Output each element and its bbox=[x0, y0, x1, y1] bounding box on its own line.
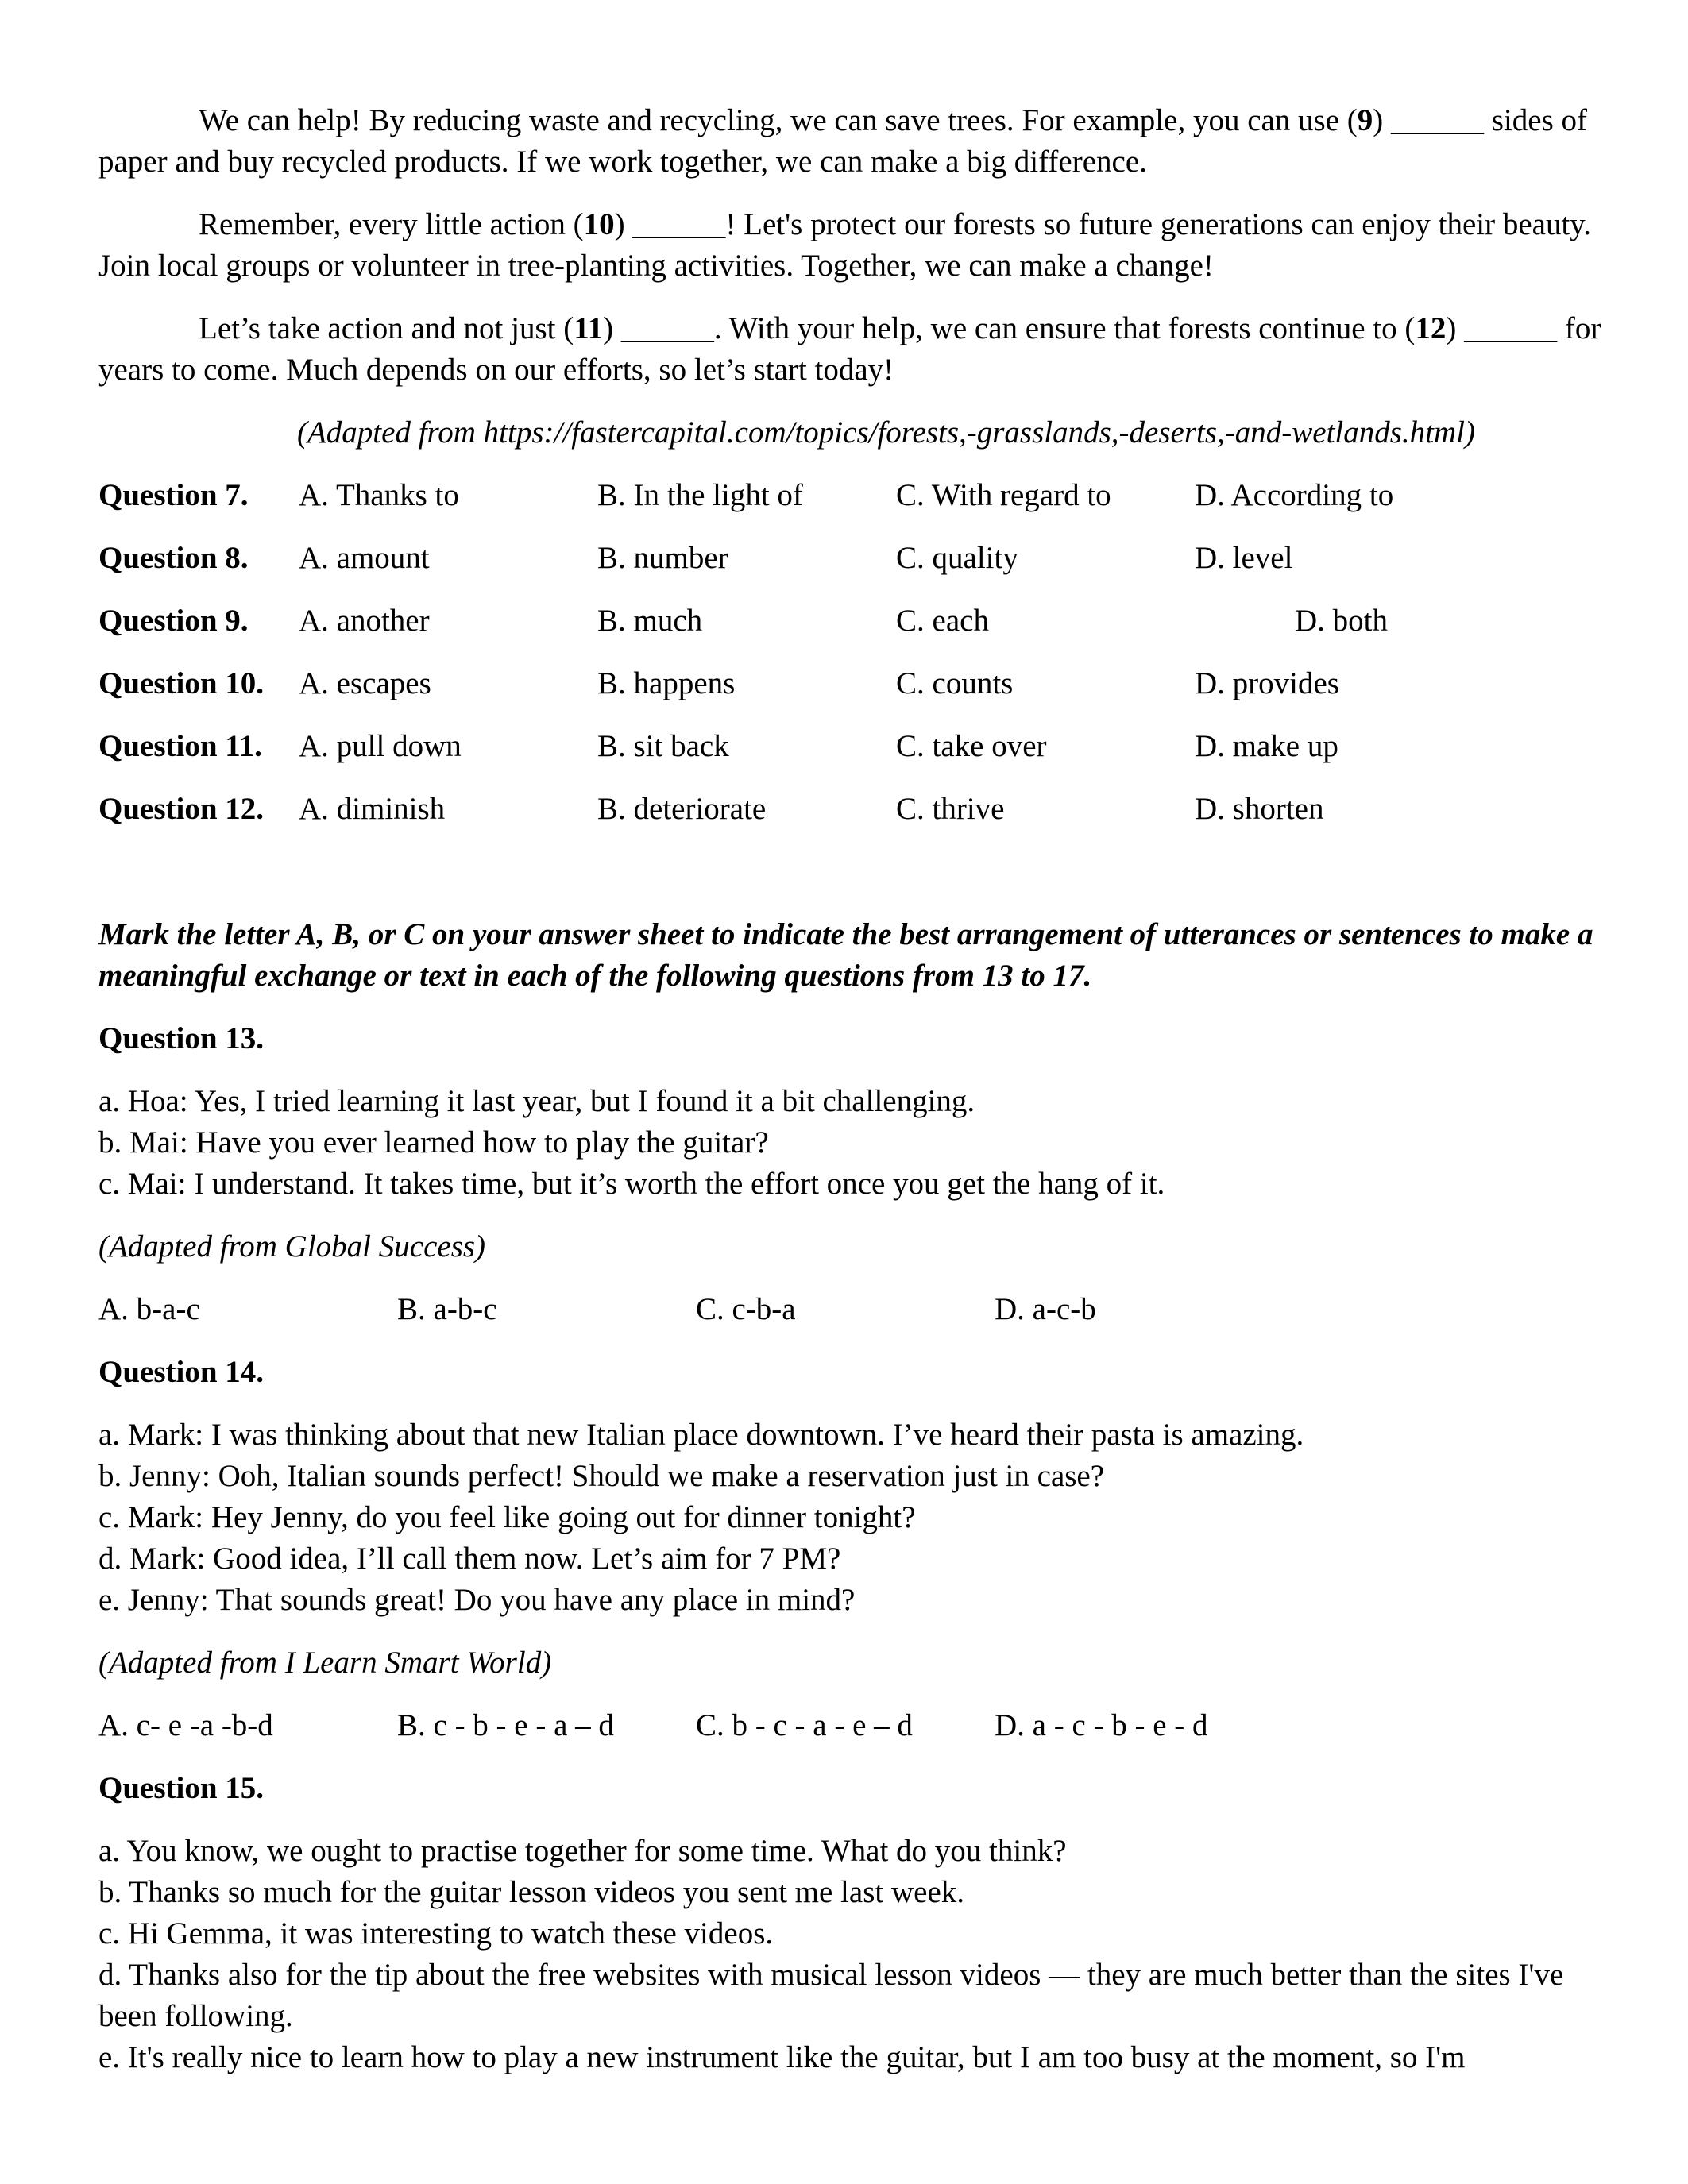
option-b[interactable]: B. much bbox=[597, 604, 703, 638]
utterance-line: c. Hi Gemma, it was interesting to watch these videos. bbox=[98, 1916, 774, 1951]
blank-number-11: 11 bbox=[574, 311, 604, 345]
passage-paragraph-3: Let’s take action and not just (11) ______. With your help, we can ensure that forests continue to (12) ______ for years to come. Much depends on our efforts, so let’s start today! bbox=[98, 311, 1601, 387]
question-label: Question 10. bbox=[98, 666, 265, 700]
question-14-heading: Question 14. bbox=[98, 1355, 265, 1389]
option-d[interactable]: D. make up bbox=[1195, 729, 1338, 763]
option-c[interactable]: C. counts bbox=[896, 666, 1014, 700]
utterance-line: e. Jenny: That sounds great! Do you have any place in mind? bbox=[98, 1583, 856, 1617]
option-c[interactable]: C. c-b-a bbox=[696, 1292, 796, 1326]
document-page bbox=[98, 100, 1608, 2100]
option-b[interactable]: B. In the light of bbox=[597, 478, 803, 512]
passage-paragraph-2: Remember, every little action (10) ______! Let's protect our forests so future generations can enjoy their beauty. Join local groups or volunteer in tree-planting activities. Together, we can make a change! bbox=[98, 207, 1592, 283]
option-d[interactable]: D. provides bbox=[1195, 666, 1339, 700]
utterance-line: a. Hoa: Yes, I tried learning it last year, but I found it a bit challenging. bbox=[98, 1084, 975, 1118]
utterance-line: b. Mai: Have you ever learned how to play the guitar? bbox=[98, 1125, 769, 1160]
option-c[interactable]: C. b - c - a - e – d bbox=[696, 1708, 913, 1742]
utterance-line: d. Mark: Good idea, I’ll call them now. Let’s aim for 7 PM? bbox=[98, 1542, 841, 1576]
question-15-heading: Question 15. bbox=[98, 1771, 265, 1805]
option-a[interactable]: A. escapes bbox=[299, 666, 431, 700]
question-label: Question 7. bbox=[98, 478, 249, 512]
option-d[interactable]: D. shorten bbox=[1195, 792, 1324, 826]
question-label: Question 12. bbox=[98, 792, 265, 826]
option-b[interactable]: B. a-b-c bbox=[397, 1292, 497, 1326]
utterance-line: d. Thanks also for the tip about the free websites with musical lesson videos — they are much better than the sites I've been following. bbox=[98, 1958, 1564, 2033]
section-instruction: Mark the letter A, B, or C on your answer sheet to indicate the best arrangement of utterances or sentences to make a meaningful exchange or text in each of the following questions from 13 to 17. bbox=[98, 917, 1593, 993]
passage-source: (Adapted from https://fastercapital.com/topics/forests,-grasslands,-deserts,-and-wetlands.html) bbox=[297, 415, 1475, 450]
option-c[interactable]: C. take over bbox=[896, 729, 1047, 763]
option-a[interactable]: A. Thanks to bbox=[299, 478, 459, 512]
question-14-options bbox=[98, 1705, 1608, 1746]
option-c[interactable]: C. thrive bbox=[896, 792, 1005, 826]
option-d[interactable]: D. According to bbox=[1195, 478, 1394, 512]
question-13-heading: Question 13. bbox=[98, 1021, 265, 1055]
question-row-10 bbox=[98, 663, 1608, 704]
question-row-11 bbox=[98, 726, 1608, 767]
option-a[interactable]: A. c- e -a -b-d bbox=[98, 1708, 273, 1742]
question-row-7 bbox=[98, 475, 1608, 516]
utterance-line: c. Mark: Hey Jenny, do you feel like going out for dinner tonight? bbox=[98, 1500, 916, 1534]
option-b[interactable]: B. number bbox=[597, 541, 728, 575]
question-label: Question 11. bbox=[98, 729, 262, 763]
option-a[interactable]: A. diminish bbox=[299, 792, 446, 826]
option-c[interactable]: C. each bbox=[896, 604, 989, 638]
passage-paragraph-1: We can help! By reducing waste and recycling, we can save trees. For example, you can use (9) ______ sides of paper and buy recycled products. If we work together, we can make a big difference. bbox=[98, 103, 1588, 179]
question-row-8 bbox=[98, 538, 1608, 579]
question-14-lines bbox=[98, 1414, 1608, 1621]
question-13-options bbox=[98, 1289, 1608, 1330]
utterance-line: a. You know, we ought to practise together for some time. What do you think? bbox=[98, 1834, 1067, 1868]
question-label: Question 8. bbox=[98, 541, 249, 575]
question-row-9 bbox=[98, 600, 1608, 642]
option-b[interactable]: B. happens bbox=[597, 666, 736, 700]
utterance-line: a. Mark: I was thinking about that new Italian place downtown. I’ve heard their pasta is amazing. bbox=[98, 1418, 1304, 1452]
question-14-source: (Adapted from I Learn Smart World) bbox=[98, 1646, 552, 1680]
option-a[interactable]: A. another bbox=[299, 604, 430, 638]
blank-number-9: 9 bbox=[1357, 103, 1373, 137]
question-label: Question 9. bbox=[98, 604, 249, 638]
option-d[interactable]: D. a-c-b bbox=[995, 1292, 1096, 1326]
question-13-source: (Adapted from Global Success) bbox=[98, 1229, 486, 1264]
option-a[interactable]: A. pull down bbox=[299, 729, 462, 763]
option-b[interactable]: B. c - b - e - a – d bbox=[397, 1708, 614, 1742]
blank-number-10: 10 bbox=[583, 207, 615, 241]
blank-number-12: 12 bbox=[1415, 311, 1447, 345]
utterance-line: b. Jenny: Ooh, Italian sounds perfect! Should we make a reservation just in case? bbox=[98, 1459, 1105, 1493]
option-b[interactable]: B. sit back bbox=[597, 729, 729, 763]
question-13-lines bbox=[98, 1081, 1608, 1205]
utterance-line: e. It's really nice to learn how to play a new instrument like the guitar, but I am too busy at the moment, so I'm bbox=[98, 2040, 1466, 2074]
question-row-12 bbox=[98, 789, 1608, 830]
option-b[interactable]: B. deteriorate bbox=[597, 792, 767, 826]
option-d[interactable]: D. level bbox=[1195, 541, 1293, 575]
option-c[interactable]: C. With regard to bbox=[896, 478, 1111, 512]
option-a[interactable]: A. b-a-c bbox=[98, 1292, 200, 1326]
utterance-line: c. Mai: I understand. It takes time, but it’s worth the effort once you get the hang of it. bbox=[98, 1167, 1165, 1201]
option-d[interactable]: D. both bbox=[1295, 604, 1388, 638]
question-15-lines bbox=[98, 1831, 1608, 2078]
option-c[interactable]: C. quality bbox=[896, 541, 1018, 575]
option-d[interactable]: D. a - c - b - e - d bbox=[995, 1708, 1208, 1742]
utterance-line: b. Thanks so much for the guitar lesson videos you sent me last week. bbox=[98, 1875, 965, 1909]
option-a[interactable]: A. amount bbox=[299, 541, 430, 575]
